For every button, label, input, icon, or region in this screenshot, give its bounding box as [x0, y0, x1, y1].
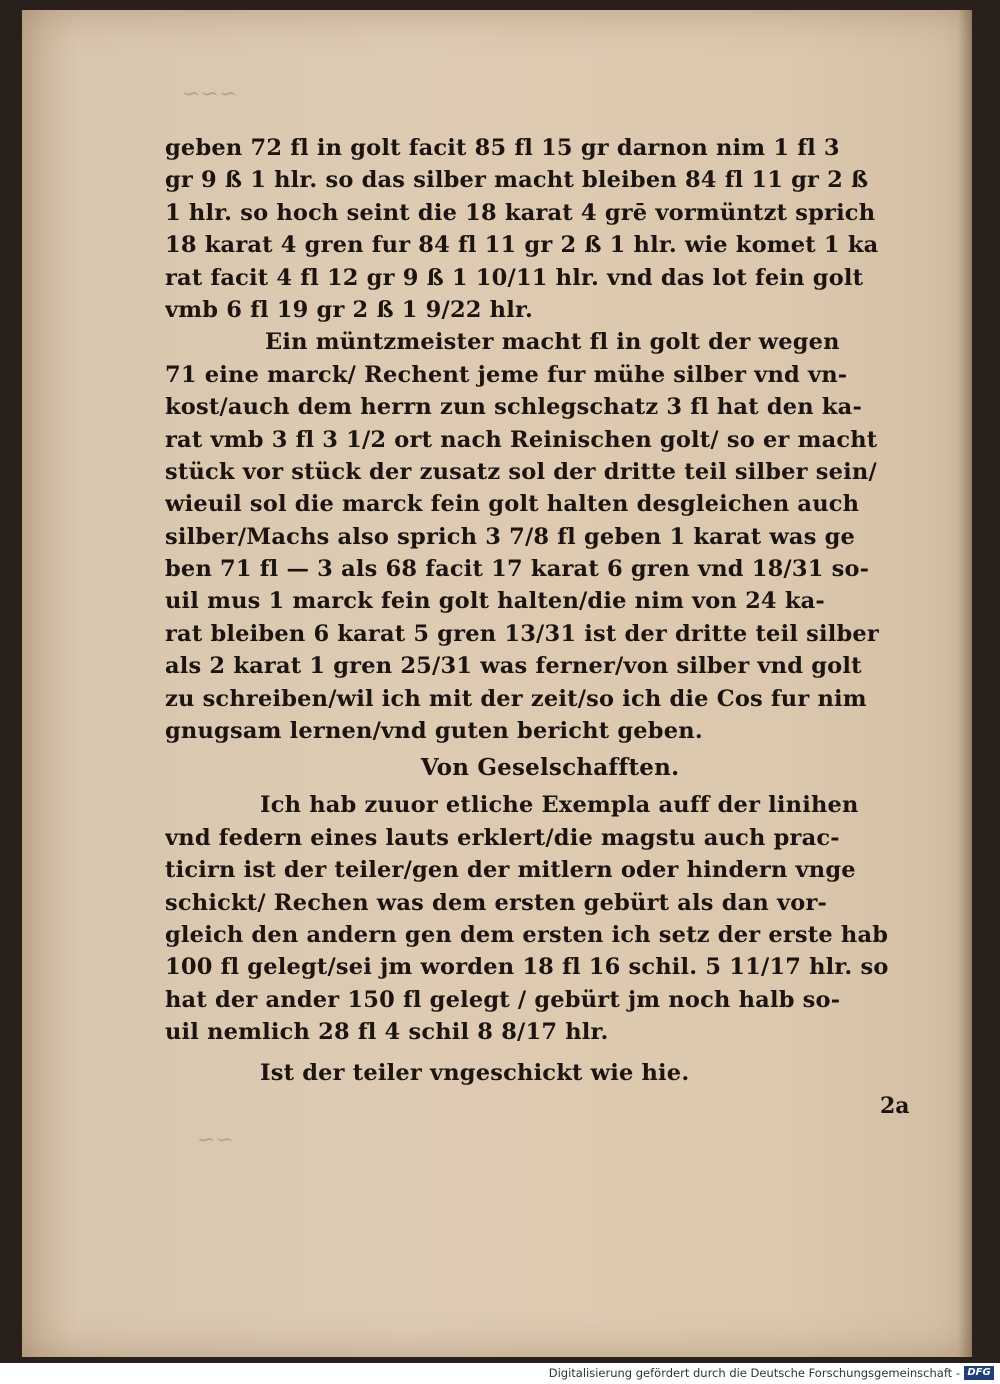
section-heading: Von Geselschafften.: [420, 754, 680, 782]
text-line: vnd federn eines lauts erklert/die magstu auch prac-: [165, 824, 840, 851]
text-line: gleich den andern gen dem ersten ich setz der erste hab: [165, 921, 889, 948]
text-line: hat der ander 150 fl gelegt / gebürt jm noch halb so-: [165, 986, 841, 1013]
text-line: rat bleiben 6 karat 5 gren 13/31 ist der dritte teil silber: [165, 620, 879, 647]
text-line: gnugsam lernen/vnd guten bericht geben.: [165, 718, 703, 745]
bleed-through-mark: ~~: [197, 1128, 234, 1153]
text-line: Ein müntzmeister macht fl in golt der wegen: [265, 329, 840, 356]
text-line: stück vor stück der zusatz sol der dritte teil silber sein/: [165, 458, 877, 485]
text-line: 1 hlr. so hoch seint die 18 karat 4 grē vormüntzt sprich: [165, 199, 876, 226]
text-line-last: Ist der teiler vngeschickt wie hie.: [260, 1059, 690, 1086]
text-line: uil mus 1 marck fein golt halten/die nim von 24 ka-: [165, 588, 825, 615]
paragraph-mintmaster: [165, 326, 905, 747]
text-line: kost/auch dem herrn zun schlegschatz 3 fl hat den ka-: [165, 394, 862, 421]
footer-bar: [0, 1363, 1000, 1384]
paragraph-gap: [165, 1049, 905, 1057]
signature-mark: 2a: [880, 1093, 910, 1119]
text-line: schickt/ Rechen was dem ersten gebürt als dan vor-: [165, 889, 828, 916]
text-line: als 2 karat 1 gren 25/31 was ferner/von silber vnd golt: [165, 653, 862, 680]
paragraph-gold-price: [165, 132, 905, 326]
page-text: [165, 132, 905, 1089]
dfg-logo-icon[interactable]: DFG: [964, 1366, 994, 1380]
text-line: 71 eine marck/ Rechent jeme fur mühe silber vnd vn-: [165, 361, 848, 388]
text-line: vmb 6 fl 19 gr 2 ß 1 9/22 hlr.: [165, 296, 534, 323]
text-line: Ich hab zuuor etliche Exempla auff der linihen: [260, 792, 859, 819]
text-line: 18 karat 4 gren fur 84 fl 11 gr 2 ß 1 hlr. wie komet 1 ka: [165, 232, 879, 259]
text-line: uil nemlich 28 fl 4 schil 8 8/17 hlr.: [165, 1019, 609, 1046]
bleed-through-mark: ~~~: [182, 82, 238, 107]
text-line: ticirn ist der teiler/gen der mitlern oder hindern vnge: [165, 857, 856, 884]
paragraph-partnerships: [165, 789, 905, 1048]
text-line: ben 71 fl — 3 als 68 facit 17 karat 6 gren vnd 18/31 so-: [165, 556, 870, 583]
text-line: silber/Machs also sprich 3 7/8 fl geben 1 karat was ge: [165, 523, 856, 550]
funding-credit: Digitalisierung gefördert durch die Deutsche Forschungsgemeinschaft -: [548, 1366, 960, 1380]
text-line: rat facit 4 fl 12 gr 9 ß 1 10/11 hlr. vnd das lot fein golt: [165, 264, 864, 291]
text-line: geben 72 fl in golt facit 85 fl 15 gr darnon nim 1 fl 3: [165, 135, 840, 161]
page-edge-shadow: [958, 10, 972, 1357]
text-line: wieuil sol die marck fein golt halten desgleichen auch: [165, 491, 860, 518]
text-line: rat vmb 3 fl 3 1/2 ort nach Reinischen golt/ so er macht: [165, 426, 878, 453]
text-line: zu schreiben/wil ich mit der zeit/so ich die Cos fur nim: [165, 685, 867, 712]
text-line: gr 9 ß 1 hlr. so das silber macht bleiben 84 fl 11 gr 2 ß: [165, 167, 869, 194]
text-line: 100 fl gelegt/sei jm worden 18 fl 16 schil. 5 11/17 hlr. so: [165, 954, 889, 981]
